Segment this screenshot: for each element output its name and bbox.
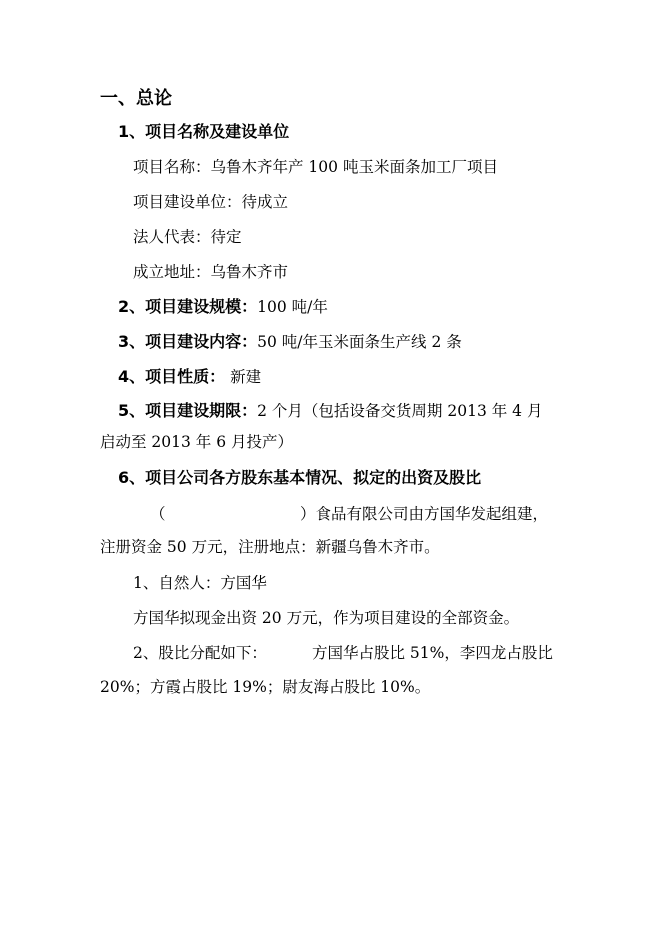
s1-legal-rep: 法人代表：待定: [133, 228, 242, 246]
s1-project-unit: 项目建设单位：待成立: [133, 193, 289, 211]
s4-nature: [118, 367, 261, 387]
s2-label: 2、项目建设规模：: [118, 297, 258, 316]
s5-label: 5、项目建设期限：: [118, 401, 258, 420]
s5-continuation: 启动至 2013 年 6 月投产）: [100, 433, 294, 451]
s4-value: 新建: [225, 368, 262, 386]
s6-para1-line2: 注册资金 50 万元，注册地点：新疆乌鲁木齐市。: [100, 538, 440, 556]
s6-item2-label: 2、股比分配如下：: [133, 644, 267, 662]
s6-heading: 6、项目公司各方股东基本情况、拟定的出资及股比: [118, 468, 482, 487]
s6-item2-continuation: 20%；方霞占股比 19%；尉友海占股比 10%。: [100, 678, 431, 696]
s1-address: 成立地址：乌鲁木齐市: [133, 263, 289, 281]
s3-label: 3、项目建设内容：: [118, 332, 258, 351]
s3-content: [118, 332, 462, 352]
s6-item1-text: 方国华拟现金出资 20 万元，作为项目建设的全部资金。: [133, 609, 520, 627]
s1-heading: 1、项目名称及建设单位: [118, 122, 290, 141]
s3-value: 50 吨/年玉米面条生产线 2 条: [257, 333, 462, 351]
s6-item1: 1、自然人：方国华: [133, 574, 267, 592]
s6-para1-open: （: [150, 505, 166, 523]
s6-item2-text: 方国华占股比 51%，李四龙占股比: [312, 644, 553, 662]
section-title: 一、总论: [100, 88, 172, 109]
s5-value: 2 个月（包括设备交货周期 2013 年 4 月: [257, 402, 543, 420]
s1-project-name: 项目名称：乌鲁木齐年产 100 吨玉米面条加工厂项目: [133, 158, 498, 176]
s6-para1-close: ）食品有限公司由方国华发起组建，: [300, 505, 549, 523]
s5-period: [118, 401, 542, 421]
s2-scale: [118, 297, 328, 317]
s2-value: 100 吨/年: [257, 298, 328, 316]
s4-label: 4、项目性质：: [118, 367, 226, 386]
